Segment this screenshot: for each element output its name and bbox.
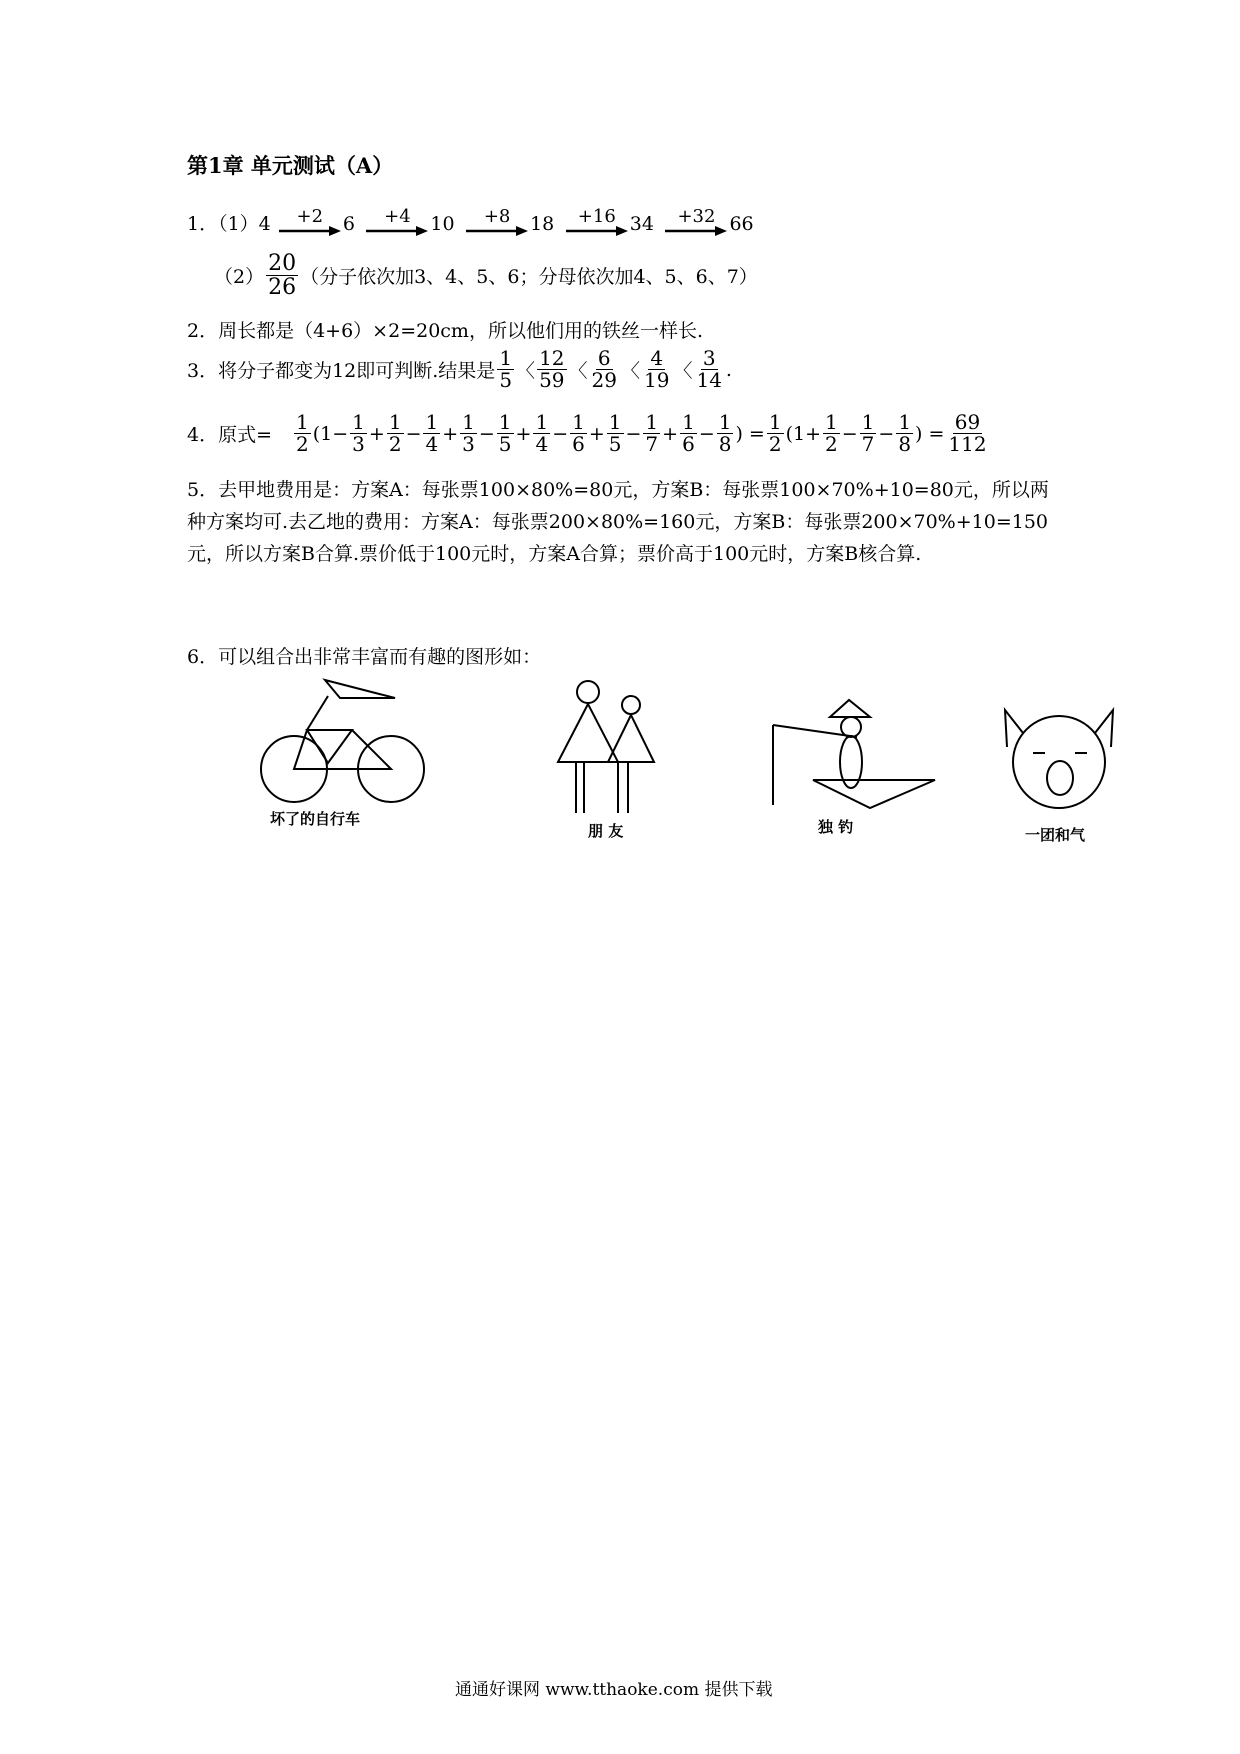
q4-operator: ) =	[735, 422, 765, 445]
fraction	[423, 412, 440, 455]
fraction-denominator: 2	[825, 432, 838, 456]
fraction-denominator: 5	[608, 432, 622, 456]
fraction-numerator: 1	[572, 410, 585, 434]
less-than-sign: 〈	[568, 360, 588, 382]
arrow-label: +16	[577, 206, 616, 227]
fraction	[497, 348, 514, 391]
q4-operator: +	[515, 422, 532, 445]
fraction-denominator: 4	[535, 432, 549, 456]
q4-operator: −	[625, 422, 642, 445]
less-than-sign: 〈	[516, 360, 536, 382]
fraction	[642, 348, 671, 391]
friend2-head	[622, 696, 640, 714]
fraction	[946, 412, 988, 455]
q4-line	[187, 412, 991, 455]
q1-step-result: 6	[342, 213, 355, 235]
fraction-numerator: 1	[682, 410, 695, 434]
q1-step-result: 10	[430, 213, 455, 235]
arrow-icon	[665, 226, 727, 236]
arrow-label: +8	[483, 206, 511, 227]
arrow-icon	[466, 226, 528, 236]
arrow-icon	[366, 226, 428, 236]
fraction-denominator: 14	[696, 368, 722, 392]
q4-operator: −	[478, 422, 495, 445]
q5-paragraph: 5．去甲地费用是：方案A：每张票100×80%=80元，方案B：每张票100×70%+10=80元，所以两种方案均可.去乙地的费用：方案A：每张票200×80%=160元，方案B：每张票200×70%+10=150元，所以方案B合算.票价低于100元时，方案A合算；票价高于100元时，方案B核合算.	[187, 479, 1049, 565]
fraction-denominator: 7	[645, 432, 659, 456]
q4-operator: ) =	[915, 422, 945, 445]
fraction-numerator: 1	[608, 410, 622, 434]
fraction-numerator: 69	[954, 410, 981, 434]
fraction-denominator: 4	[425, 432, 439, 456]
q1-step-result: 34	[629, 213, 654, 235]
less-than-sign: 〈	[620, 360, 640, 382]
q1-arrow	[366, 208, 428, 236]
face-caption: 一团和气	[1025, 826, 1086, 844]
face-figure	[995, 705, 1125, 815]
fraction-denominator: 2	[296, 432, 309, 456]
fraction-denominator: 59	[539, 368, 565, 392]
q1-prefix: 1．（1）4	[187, 213, 271, 235]
friend1-head	[577, 681, 599, 703]
bike-triangle	[307, 730, 352, 763]
q4-operator: +	[588, 422, 605, 445]
fraction-numerator: 1	[645, 410, 659, 434]
fishing-figure	[765, 690, 950, 810]
fraction-denominator: 8	[898, 432, 912, 456]
q4-prefix: 4．原式=	[187, 424, 273, 446]
fishing-caption: 独 钓	[818, 818, 854, 836]
q1-arrow	[665, 208, 727, 236]
fraction-denominator: 6	[682, 432, 695, 456]
fraction-numerator: 1	[861, 410, 875, 434]
q1-arrow	[566, 208, 628, 236]
q1-steps	[277, 206, 754, 235]
fraction-numerator: 1	[825, 410, 838, 434]
fraction	[537, 348, 566, 391]
fraction-denominator: 19	[644, 368, 670, 392]
arrow-icon	[279, 226, 341, 236]
fraction	[717, 412, 734, 455]
fraction-numerator: 3	[702, 346, 716, 370]
fraction-numerator: 1	[388, 410, 402, 434]
fraction-denominator: 29	[591, 368, 617, 392]
q1-line2	[214, 252, 758, 299]
bike-seat	[325, 680, 395, 698]
q3-end: .	[725, 358, 732, 381]
fraction-numerator: 1	[718, 410, 732, 434]
fraction-denominator: 6	[572, 432, 585, 456]
fraction-denominator: 5	[498, 432, 512, 456]
fraction-numerator: 1	[296, 410, 309, 434]
fraction-numerator: 1	[535, 410, 549, 434]
fraction	[896, 412, 913, 455]
fraction-numerator: 1	[499, 346, 513, 370]
q4-operator: +	[442, 422, 459, 445]
page-title: 第1章 单元测试（A）	[187, 153, 394, 178]
fraction-denominator: 8	[718, 432, 732, 456]
fraction-numerator: 1	[768, 410, 782, 434]
fraction	[570, 412, 587, 455]
q3-line	[187, 348, 732, 391]
fraction-numerator: 1	[498, 410, 512, 434]
fraction-denominator: 2	[388, 432, 402, 456]
bike-figure	[255, 675, 435, 805]
q1-step-result: 18	[530, 213, 555, 235]
fraction-denominator: 3	[352, 432, 365, 456]
fraction	[607, 412, 624, 455]
fraction	[643, 412, 660, 455]
arrow-icon	[566, 226, 628, 236]
q1-part2-text: （分子依次加3、4、5、6；分母依次加4、5、6、7）	[300, 266, 758, 289]
arrow-label: +2	[296, 206, 324, 227]
fraction	[694, 348, 723, 391]
friend1-body	[558, 704, 618, 762]
arrow-label: +4	[384, 206, 411, 227]
face-ear-left	[1005, 710, 1023, 747]
q6-line: 6．可以组合出非常丰富而有趣的图形如：	[187, 646, 542, 668]
fraction-numerator: 12	[539, 346, 565, 370]
friends-figure	[550, 675, 660, 815]
fisher-head	[841, 717, 861, 737]
fraction	[590, 348, 619, 391]
fraction	[294, 412, 311, 455]
q4-operator: −	[405, 422, 422, 445]
friends-caption: 朋 友	[588, 822, 624, 840]
less-than-sign: 〈	[673, 360, 693, 382]
fraction-denominator: 26	[268, 275, 297, 301]
fraction	[680, 412, 697, 455]
fraction	[350, 412, 367, 455]
fraction	[387, 412, 404, 455]
fraction	[533, 412, 550, 455]
q1-arrow	[279, 208, 341, 236]
fraction-numerator: 1	[898, 410, 912, 434]
q3-prefix: 3．将分子都变为12即可判断.结果是	[187, 360, 496, 382]
q1-arrow	[466, 208, 528, 236]
q4-operator: −	[698, 422, 715, 445]
q1-step-result: 66	[729, 213, 754, 235]
q4-operator: −	[878, 422, 895, 445]
fraction	[497, 412, 514, 455]
face-mouth	[1047, 761, 1073, 795]
q4-operator: +	[368, 422, 385, 445]
fraction-numerator: 1	[352, 410, 365, 434]
q4-expression	[292, 412, 991, 455]
q3-fractions	[495, 348, 732, 391]
fraction-numerator: 1	[425, 410, 439, 434]
q4-operator: (1−	[312, 422, 349, 445]
fraction	[823, 412, 840, 455]
fraction-numerator: 4	[650, 346, 664, 370]
q4-operator: −	[552, 422, 569, 445]
bike-post	[307, 696, 328, 730]
fraction-numerator: 1	[462, 410, 475, 434]
q1-part2-prefix: （2）	[214, 266, 265, 289]
fraction-denominator: 7	[861, 432, 875, 456]
q1-part2-fraction	[266, 252, 298, 299]
fraction-denominator: 2	[768, 432, 782, 456]
fraction	[460, 412, 477, 455]
page-footer: 通通好课网 www.tthaoke.com 提供下载	[455, 1680, 773, 1700]
q2-line: 2．周长都是（4+6）×2=20cm，所以他们用的铁丝一样长.	[187, 320, 703, 342]
fraction	[860, 412, 877, 455]
fraction	[767, 412, 784, 455]
bike-caption: 坏了的自行车	[270, 810, 361, 828]
face-ear-right	[1095, 710, 1113, 747]
fraction-denominator: 112	[948, 432, 987, 456]
fraction-denominator: 5	[499, 368, 513, 392]
q1-line1	[187, 208, 754, 236]
arrow-label: +32	[677, 206, 716, 227]
fraction-denominator: 3	[462, 432, 475, 456]
q4-operator: (1+	[785, 422, 821, 445]
fishing-boat	[813, 780, 935, 808]
fraction-numerator: 6	[597, 346, 611, 370]
fisher-hat	[830, 700, 870, 717]
bike-frame	[294, 730, 391, 769]
q4-operator: −	[841, 422, 858, 445]
fraction-numerator: 20	[268, 251, 297, 276]
q4-operator: +	[662, 422, 679, 445]
